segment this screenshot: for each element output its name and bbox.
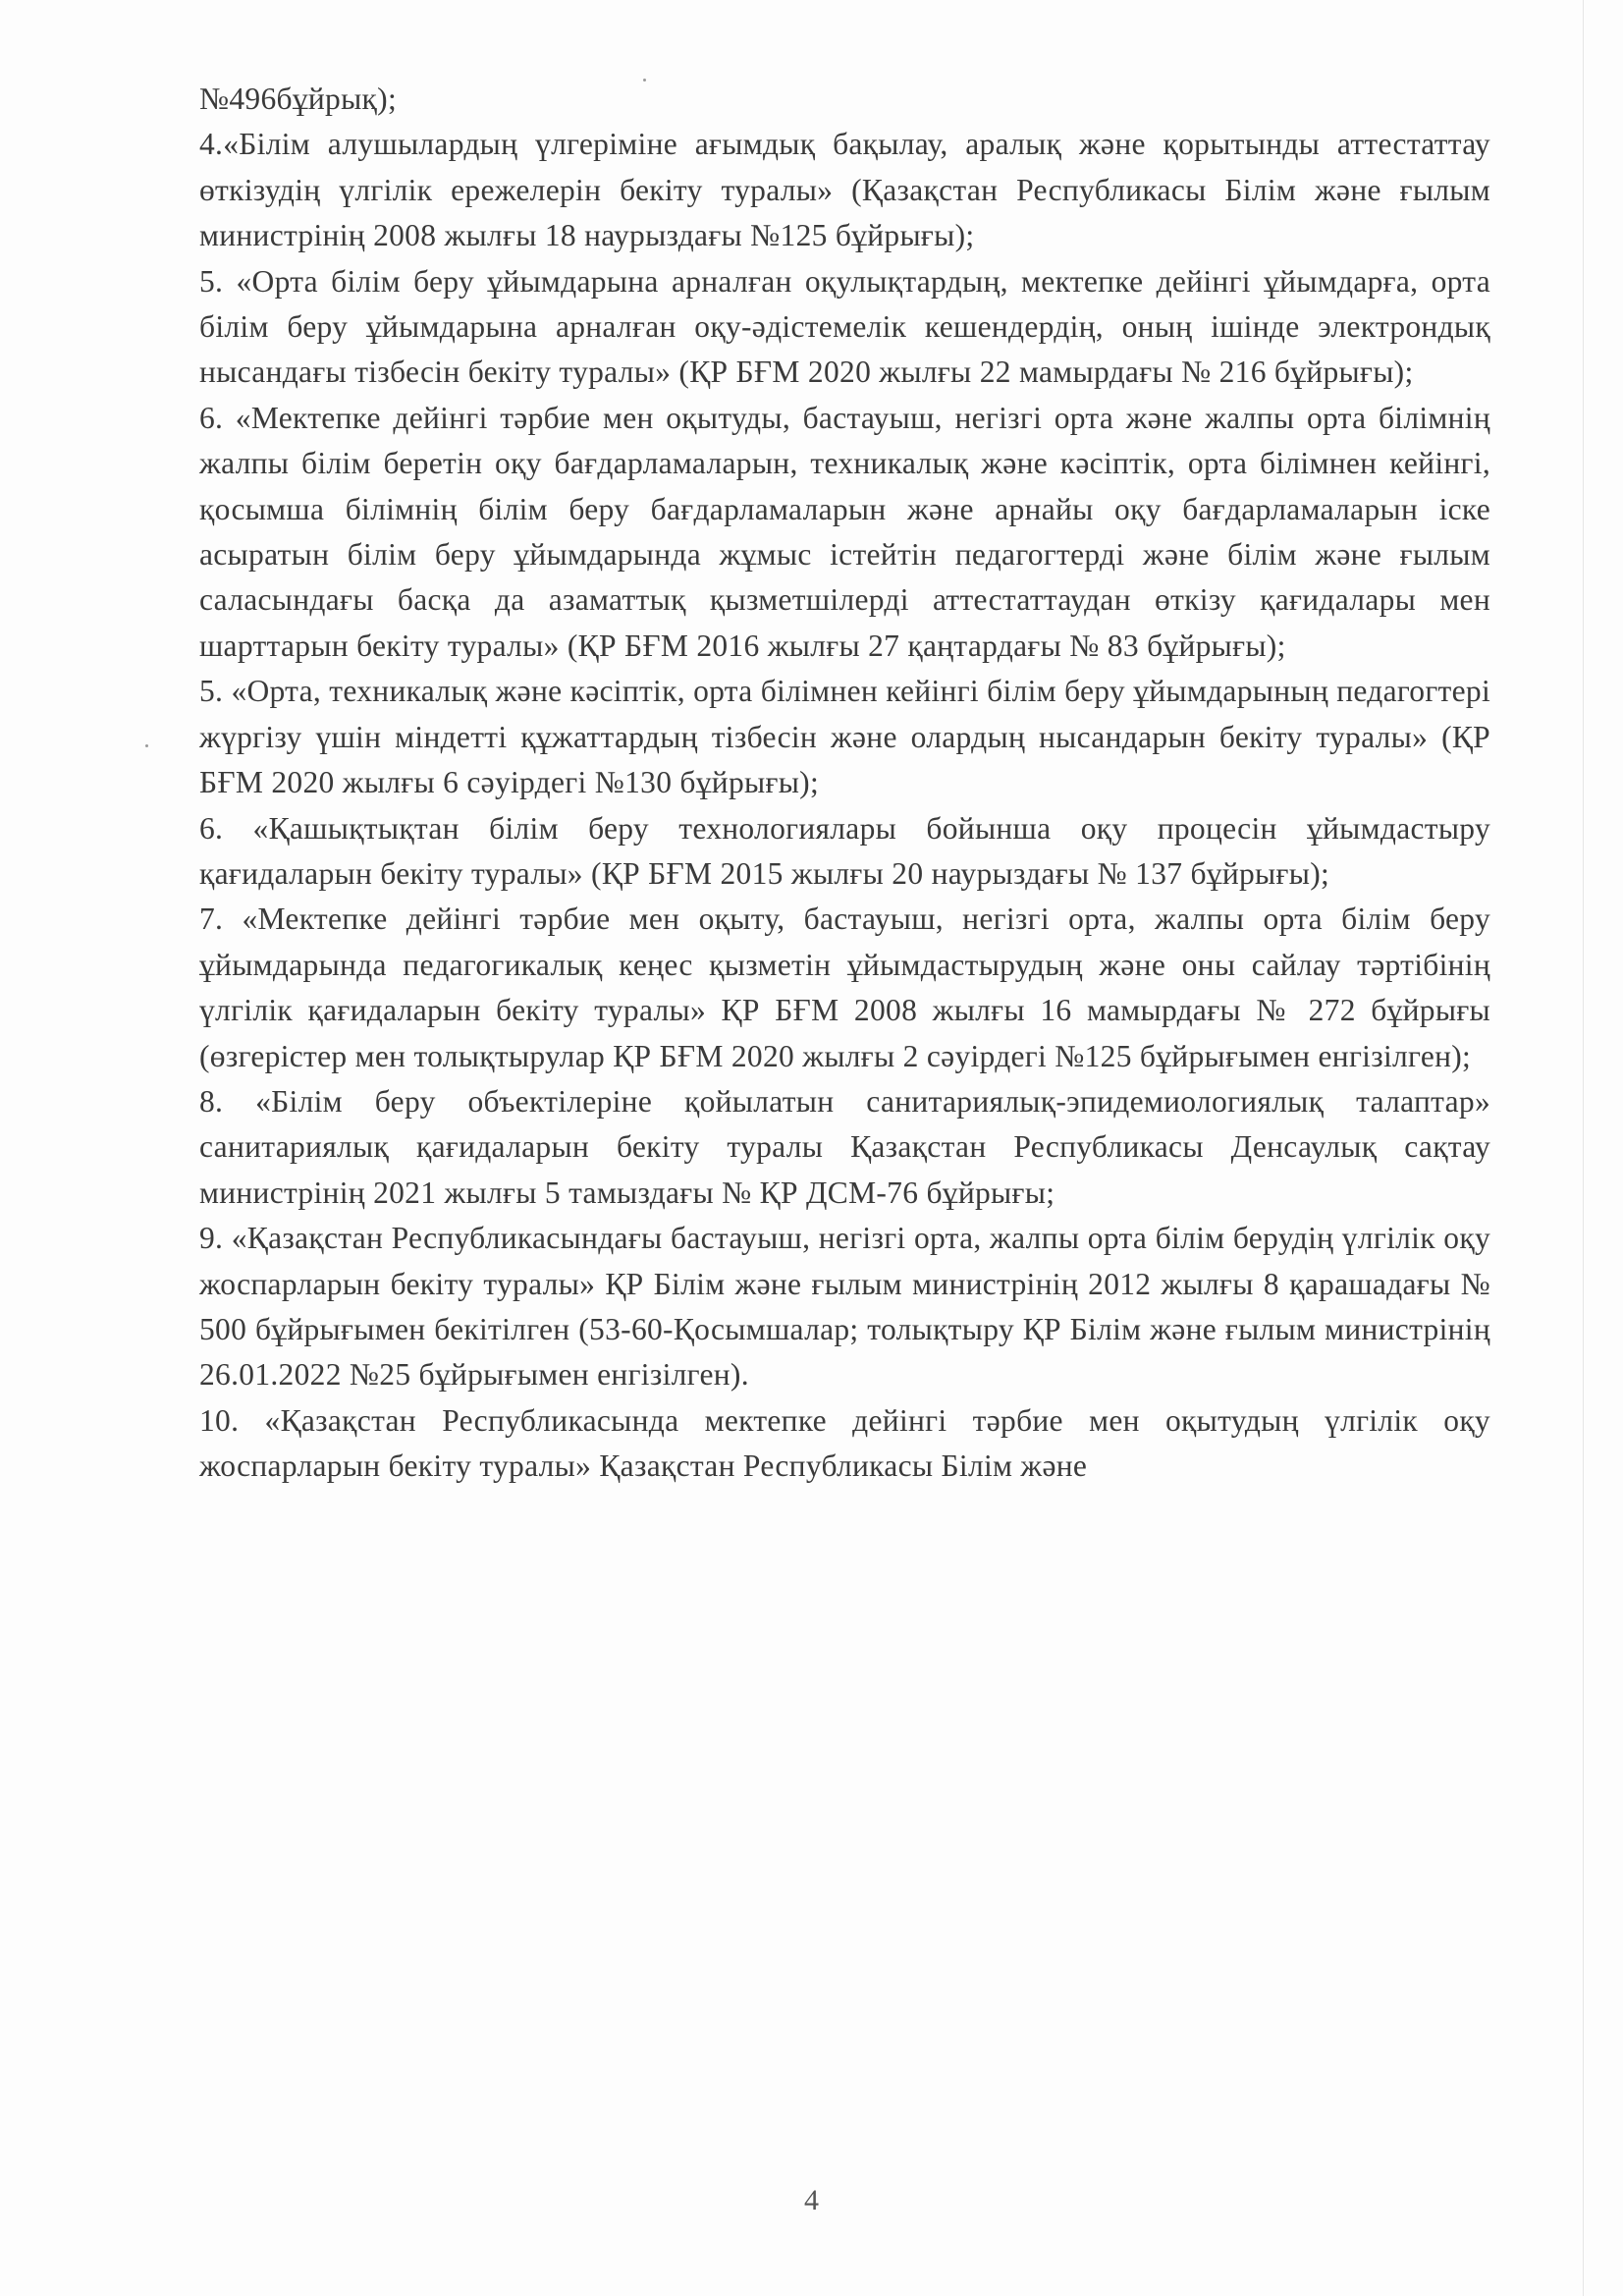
scan-edge-line [1583, 0, 1584, 2296]
paragraph: 5. «Орта, техникалық және кәсіптік, орта білімнен кейінгі білім беру ұйымдарының педагогтері жүргізу үшін міндетті құжаттардың тізбесін және олардың нысандарын бекіту туралы» (ҚР БҒМ 2020 жылғы 6 сәуірдегі №130 бұйрығы); [199, 674, 1490, 800]
page-number: 4 [804, 2184, 819, 2216]
paragraph: 5. «Орта білім беру ұйымдарына арналған оқулықтардың, мектепке дейінгі ұйымдарға, орта білім беру ұйымдарына арналған оқу-әдістемелік кешендердің, оның ішінде электрондық нысандағы тізбесін бекіту туралы» (ҚР БҒМ 2020 жылғы 22 мамырдағы № 216 бұйрығы); [199, 263, 1490, 390]
paragraph: 4.«Білім алушылардың үлгеріміне ағымдық бақылау, аралық және қорытынды аттестаттау өткізудің үлгілік ережелерін бекіту туралы» (Қазақстан Республикасы Білім және ғылым министрінің 2008 жылғы 18 наурыздағы №125 бұйрығы); [199, 127, 1490, 253]
paragraph: 6. «Қашықтықтан білім беру технологиялары бойынша оқу процесін ұйымдастыру қағидаларын бекіту туралы» (ҚР БҒМ 2015 жылғы 20 наурыздағы № 137 бұйрығы); [199, 810, 1490, 891]
document-body [199, 77, 1490, 1490]
paragraph: 8. «Білім беру объектілеріне қойылатын санитариялық-эпидемиологиялық талаптар» санитариялық қағидаларын бекіту туралы Қазақстан Республикасы Денсаулық сақтау министрінің 2021 жылғы 5 тамыздағы № ҚР ДСМ-76 бұйрығы; [199, 1083, 1490, 1210]
paragraph: 10. «Қазақстан Республикасында мектепке дейінгі тәрбие мен оқытудың үлгілік оқу жоспарларын бекіту туралы» Қазақстан Республикасы Білім және [199, 1402, 1490, 1484]
paragraph: 7. «Мектепке дейінгі тәрбие мен оқыту, бастауыш, негізгі орта, жалпы орта білім беру ұйымдарында педагогикалық кеңес қызметін ұйымдастырудың және оны сайлау тәртібінің үлгілік қағидаларын бекіту туралы» ҚР БҒМ 2008 жылғы 16 мамырдағы № 272 бұйрығы (өзгерістер мен толықтырулар ҚР БҒМ 2020 жылғы 2 сәуірдегі №125 бұйрығымен енгізілген); [199, 902, 1490, 1073]
paragraph: №496бұйрық); [199, 82, 397, 116]
paragraph: 6. «Мектепке дейінгі тәрбие мен оқытуды, бастауыш, негізгі орта және жалпы орта білімнің жалпы білім беретін оқу бағдарламаларын, техникалық және кәсіптік, орта білімнен кейінгі, қосымша білімнің білім беру бағдарламаларын және арнайы оқу бағдарламаларын іске асыратын білім беру ұйымдарында жұмыс істейтін педагогтерді және білім және ғылым саласындағы басқа да азаматтық қызметшілерді аттестаттаудан өткізу қағидалары мен шарттарын бекіту туралы» (ҚР БҒМ 2016 жылғы 27 қаңтардағы № 83 бұйрығы); [199, 400, 1490, 663]
paragraph: 9. «Қазақстан Республикасындағы бастауыш, негізгі орта, жалпы орта білім берудің үлгілік оқу жоспарларын бекіту туралы» ҚР Білім және ғылым министрінің 2012 жылғы 8 қарашадағы № 500 бұйрығымен бекітілген (53-60-Қосымшалар; толықтыру ҚР Білім және ғылым министрінің 26.01.2022 №25 бұйрығымен енгізілген). [199, 1221, 1490, 1393]
scan-speck [145, 744, 148, 747]
